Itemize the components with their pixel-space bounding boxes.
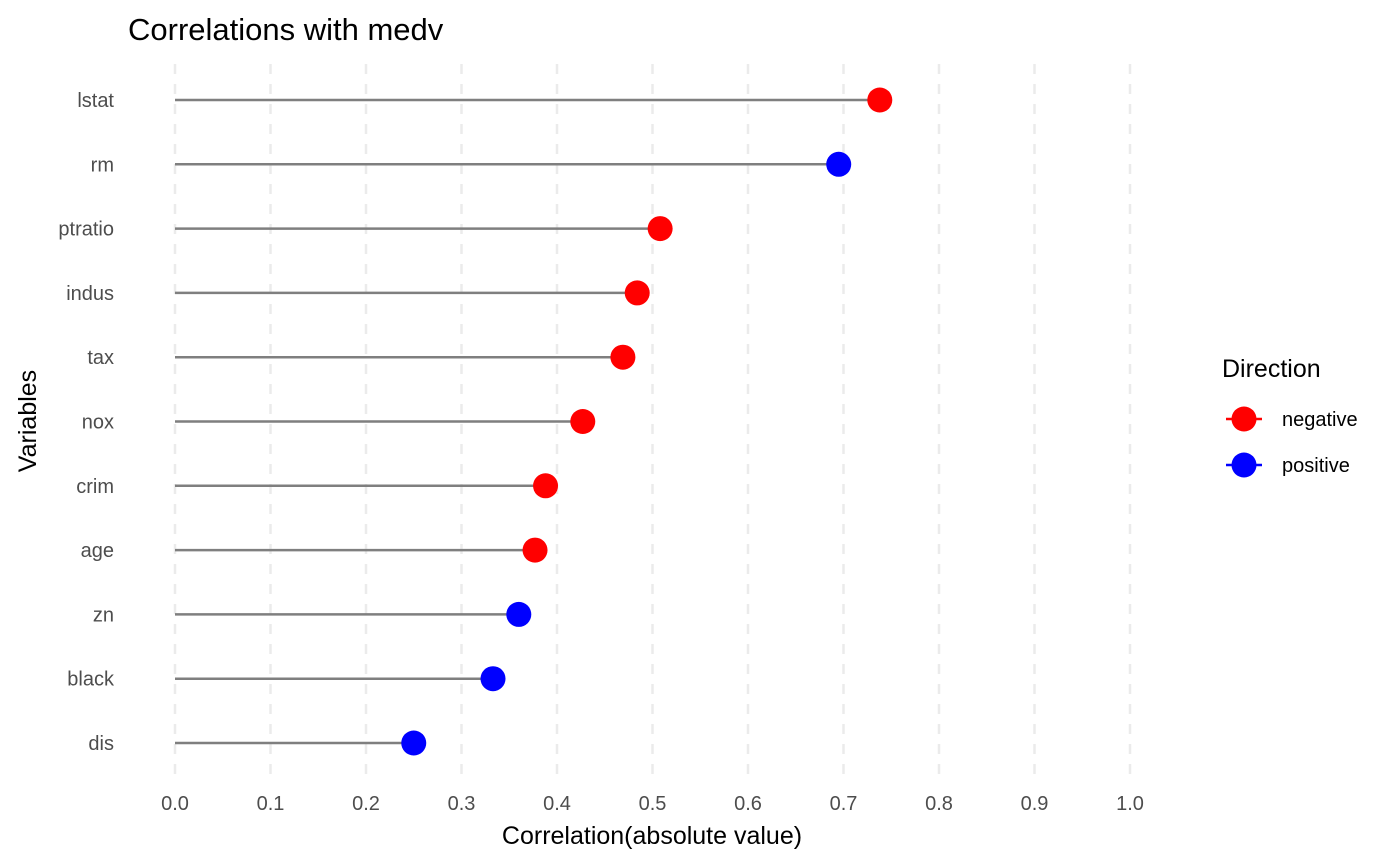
point-rm bbox=[826, 152, 851, 177]
x-tick-label: 0.6 bbox=[734, 793, 762, 815]
legend-title: Direction bbox=[1222, 355, 1321, 383]
x-tick-labels bbox=[161, 793, 1144, 815]
y-tick-label-tax: tax bbox=[87, 347, 114, 370]
legend-key-negative bbox=[1226, 407, 1262, 432]
legend-label-positive: positive bbox=[1282, 455, 1350, 477]
point-ptratio bbox=[648, 216, 673, 241]
chart-title: Correlations with medv bbox=[128, 12, 444, 47]
legend-key-dot bbox=[1232, 407, 1257, 432]
y-tick-label-dis: dis bbox=[88, 733, 114, 755]
point-lstat bbox=[867, 88, 892, 113]
point-black bbox=[481, 666, 506, 691]
y-tick-label-indus: indus bbox=[66, 282, 114, 305]
grid bbox=[175, 64, 1130, 776]
y-tick-label-ptratio: ptratio bbox=[58, 218, 114, 241]
y-tick-label-nox: nox bbox=[81, 411, 114, 434]
point-zn bbox=[506, 602, 531, 627]
x-tick-label: 0.2 bbox=[352, 793, 380, 815]
y-tick-label-zn: zn bbox=[92, 604, 114, 627]
y-axis-title: Variables bbox=[14, 369, 42, 473]
y-tick-label-rm: rm bbox=[90, 154, 114, 177]
x-tick-label: 0.8 bbox=[925, 793, 953, 815]
x-tick-label: 0.0 bbox=[161, 793, 189, 815]
point-indus bbox=[625, 280, 650, 305]
legend-key-positive bbox=[1226, 453, 1262, 478]
x-tick-label: 0.5 bbox=[638, 793, 667, 815]
x-tick-label: 0.3 bbox=[447, 793, 476, 815]
x-tick-label: 1.0 bbox=[1116, 793, 1144, 815]
legend-key-dot bbox=[1232, 453, 1257, 478]
x-tick-label: 0.7 bbox=[829, 793, 858, 815]
y-tick-label-lstat: lstat bbox=[77, 90, 114, 112]
legend-label-negative: negative bbox=[1282, 409, 1358, 431]
point-tax bbox=[610, 345, 635, 370]
y-tick-label-age: age bbox=[80, 540, 114, 563]
point-crim bbox=[533, 473, 558, 498]
legend bbox=[1222, 355, 1358, 478]
y-tick-labels bbox=[58, 90, 115, 755]
x-tick-label: 0.9 bbox=[1020, 793, 1049, 815]
point-age bbox=[523, 538, 548, 563]
x-tick-label: 0.1 bbox=[256, 793, 285, 815]
x-axis-title: Correlation(absolute value) bbox=[501, 822, 803, 850]
y-tick-label-black: black bbox=[67, 668, 114, 691]
point-nox bbox=[570, 409, 595, 434]
point-dis bbox=[401, 731, 426, 756]
stems bbox=[175, 100, 880, 743]
y-tick-label-crim: crim bbox=[76, 475, 114, 498]
x-tick-label: 0.4 bbox=[543, 793, 571, 815]
